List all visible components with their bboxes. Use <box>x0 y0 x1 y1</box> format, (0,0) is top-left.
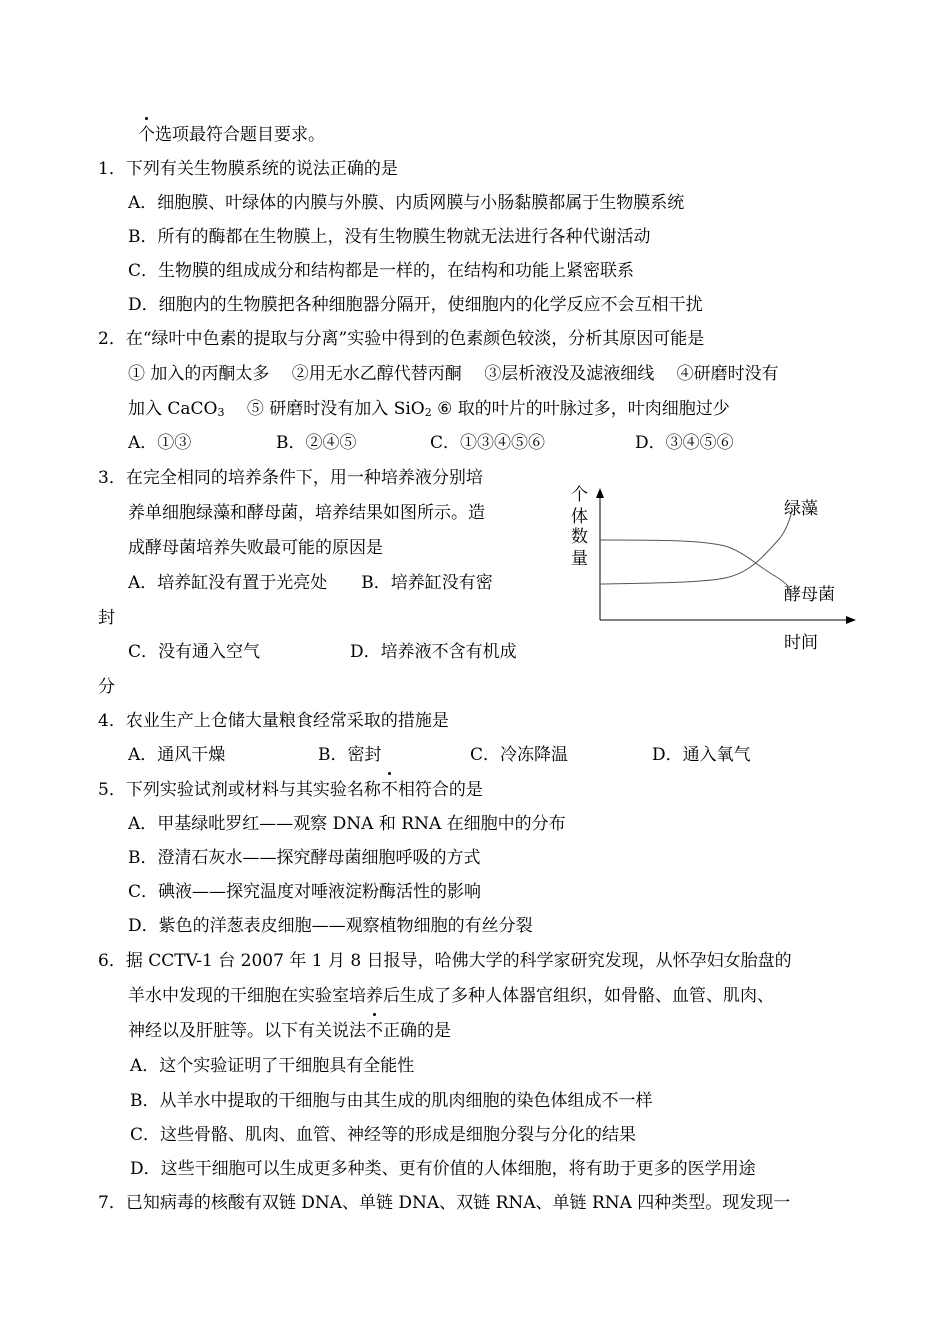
q5-stem-post: 相符合的是 <box>397 780 483 800</box>
q3-line3: 成酵母菌培养失败最可能的原因是 <box>128 538 383 558</box>
ylabel-char-2: 体 <box>571 507 588 527</box>
q3-option-d: D．培养液不含有机成 <box>350 642 517 662</box>
q4-option-a: A．通风干燥 <box>128 745 226 765</box>
q2-line3-mid: ⑤ 研磨时没有加入 SiO <box>224 399 425 419</box>
q2-option-c: C．①③④⑤⑥ <box>430 433 546 453</box>
q6-line2: 羊水中发现的干细胞在实验室培养后生成了多种人体器官组织，如骨骼、血管、肌肉、 <box>128 986 774 1006</box>
q6-line3-pre: 神经以及肝脏等。以下有关说法 <box>128 1021 366 1041</box>
q4-stem: 4．农业生产上仓储大量粮食经常采取的措施是 <box>98 711 449 731</box>
series-label-lvzao: 绿藻 <box>784 499 818 519</box>
intro-line <box>138 124 325 146</box>
q6-option-b: B．从羊水中提取的干细胞与由其生成的肌肉细胞的染色体组成不一样 <box>130 1091 653 1111</box>
q5-stem-pre: 5．下列实验试剂或材料与其实验名称 <box>98 780 381 800</box>
q4-option-d: D．通入氧气 <box>652 745 751 765</box>
series-line-lvzao <box>600 510 792 584</box>
q3-line7: 分 <box>98 677 115 697</box>
q1-stem: 1．下列有关生物膜系统的说法正确的是 <box>98 159 398 179</box>
q3-option-c: C．没有通入空气 <box>128 642 261 662</box>
ylabel-char-1: 个 <box>571 485 588 505</box>
q2-option-a: A．①③ <box>128 433 192 453</box>
q2-line2: ① 加入的丙酮太多 ②用无水乙醇代替丙酮 ③层析液没及滤液细线 ④研磨时没有 <box>128 364 779 384</box>
q5-option-c: C．碘液——探究温度对唾液淀粉酶活性的影响 <box>128 882 482 902</box>
q2-line3-pre: 加入 CaCO <box>128 399 218 419</box>
q2-option-d: D．③④⑤⑥ <box>635 433 734 453</box>
ylabel-char-4: 量 <box>571 549 588 569</box>
q3-line5: 封 <box>98 608 115 628</box>
population-chart <box>560 480 860 660</box>
series-line-jiumujun <box>600 540 788 586</box>
q6-option-a: A．这个实验证明了干细胞具有全能性 <box>130 1056 415 1076</box>
q2-line3 <box>128 398 730 424</box>
intro-text: 选项最符合题目要求。 <box>155 125 325 145</box>
q3-line4: A．培养缸没有置于光亮处 B．培养缸没有密 <box>128 573 493 593</box>
q5-option-d: D．紫色的洋葱表皮细胞——观察植物细胞的有丝分裂 <box>128 916 533 936</box>
q3-line2: 养单细胞绿藻和酵母菌，培养结果如图所示。造 <box>128 503 485 523</box>
x-axis-arrow <box>846 616 856 624</box>
q1-option-d: D．细胞内的生物膜把各种细胞器分隔开，使细胞内的化学反应不会互相干扰 <box>128 295 703 315</box>
q1-option-c: C．生物膜的组成成分和结构都是一样的，在结构和功能上紧密联系 <box>128 261 635 281</box>
q2-line3-post: ⑥ 取的叶片的叶脉过多，叶肉细胞过少 <box>431 399 730 419</box>
q2-stem: 2．在“绿叶中色素的提取与分离”实验中得到的色素颜色较淡，分析其原因可能是 <box>98 329 705 349</box>
y-axis-arrow <box>596 488 604 498</box>
q6-emphasis: 不 <box>366 1021 383 1041</box>
q5-emphasis: 不 <box>380 780 398 800</box>
q6-option-c: C．这些骨骼、肌肉、血管、神经等的形成是细胞分裂与分化的结果 <box>130 1125 637 1145</box>
q1-option-b: B．所有的酶都在生物膜上，没有生物膜生物就无法进行各种代谢活动 <box>128 227 651 247</box>
q2-sub-3: 3 <box>217 406 225 419</box>
q4-option-c: C．冷冻降温 <box>470 745 569 765</box>
q6-line3 <box>128 1020 451 1042</box>
q5-option-b: B．澄清石灰水——探究酵母菌细胞呼吸的方式 <box>128 848 481 868</box>
q3-line1: 3．在完全相同的培养条件下，用一种培养液分别培 <box>98 468 483 488</box>
emphasis-char: 个 <box>138 125 155 145</box>
series-label-jiumujun: 酵母菌 <box>784 585 835 605</box>
q4-option-b: B．密封 <box>318 745 382 765</box>
q6-line3-post: 正确的是 <box>383 1021 451 1041</box>
ylabel-char-3: 数 <box>571 527 588 547</box>
q5-stem <box>98 779 483 801</box>
xlabel: 时间 <box>784 633 818 653</box>
q5-option-a: A．甲基绿吡罗红——观察 DNA 和 RNA 在细胞中的分布 <box>128 814 566 834</box>
q6-line1: 6．据 CCTV-1 台 2007 年 1 月 8 日报导，哈佛大学的科学家研究发现，从怀孕妇女胎盘的 <box>98 951 792 971</box>
q2-sub-2: 2 <box>424 406 432 419</box>
q6-option-d: D．这些干细胞可以生成更多种类、更有价值的人体细胞，将有助于更多的医学用途 <box>130 1159 756 1179</box>
q7-line1: 7．已知病毒的核酸有双链 DNA、单链 DNA、双链 RNA、单链 RNA 四种类型。现发现一 <box>98 1193 791 1213</box>
q1-option-a: A．细胞膜、叶绿体的内膜与外膜、内质网膜与小肠黏膜都属于生物膜系统 <box>128 193 685 213</box>
q2-option-b: B．②④⑤ <box>276 433 357 453</box>
